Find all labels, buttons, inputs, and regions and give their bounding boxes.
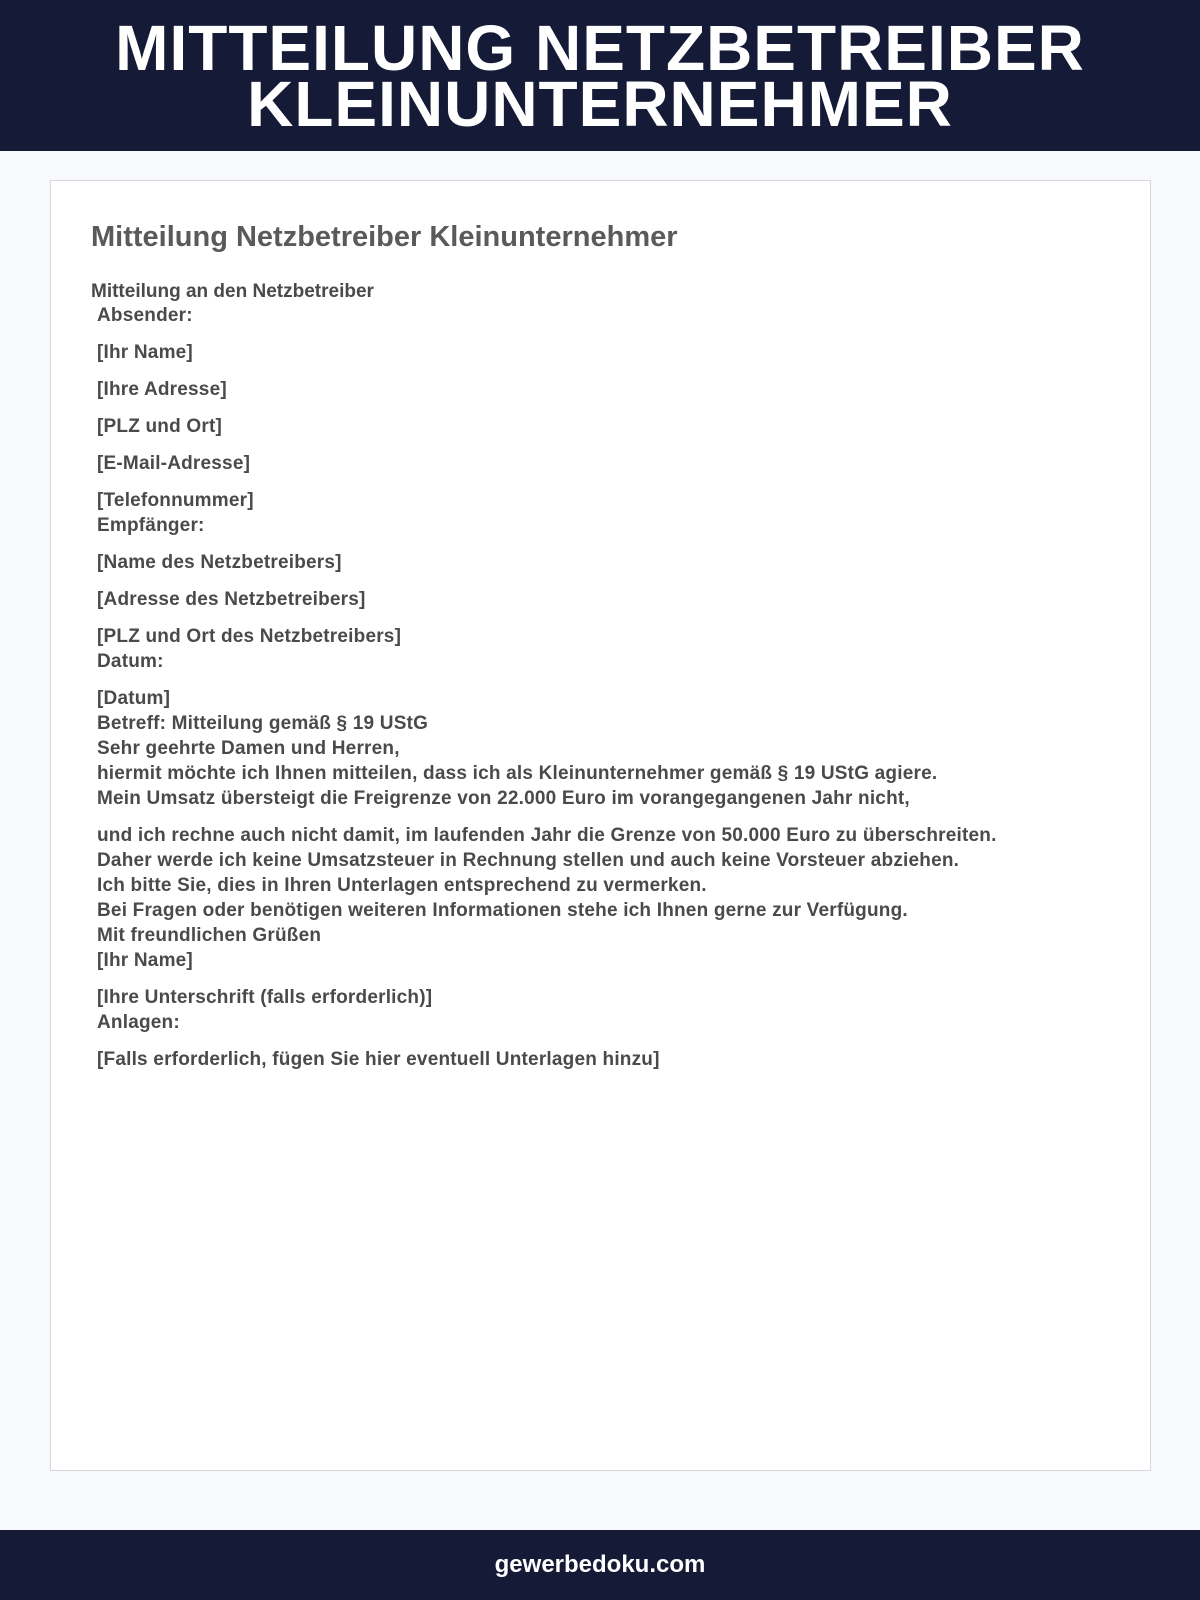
letter-line: [Name des Netzbetreibers] (97, 552, 342, 573)
letter-line: Datum: (97, 651, 164, 672)
letter-line: [Ihr Name] (97, 342, 193, 363)
letter-line: [Ihre Unterschrift (falls erforderlich)] (97, 987, 433, 1008)
banner-title-line-2: KLEINUNTERNEHMER (247, 67, 953, 140)
letter-line: [Ihre Adresse] (97, 379, 227, 400)
header-banner (0, 0, 1200, 151)
letter-line: [Ihr Name] (97, 950, 193, 971)
letter-line: [Telefonnummer] (97, 490, 254, 511)
letter-line: [Falls erforderlich, fügen Sie hier eventuell Unterlagen hinzu] (97, 1049, 660, 1070)
footer-site-name: gewerbedoku.com (494, 1551, 706, 1578)
letter-line: [E-Mail-Adresse] (97, 453, 251, 474)
letter-line: [PLZ und Ort des Netzbetreibers] (97, 626, 402, 647)
letter-line: Absender: (97, 305, 193, 326)
letter-line: hiermit möchte ich Ihnen mitteilen, dass ich als Kleinunternehmer gemäß § 19 UStG agiere. (97, 763, 938, 784)
letter-line: Mit freundlichen Grüßen (97, 925, 322, 946)
footer-bar (0, 1530, 1200, 1600)
letter-line: Anlagen: (97, 1012, 180, 1033)
document-heading: Mitteilung an den Netzbetreiber (91, 281, 374, 302)
banner-title-line-1: MITTEILUNG NETZBETREIBER (115, 11, 1085, 84)
letter-line: Sehr geehrte Damen und Herren, (97, 738, 400, 759)
letter-line: [PLZ und Ort] (97, 416, 223, 437)
document-title: Mitteilung Netzbetreiber Kleinunternehmer (91, 221, 678, 253)
document-card (50, 180, 1151, 1471)
letter-line: Bei Fragen oder benötigen weiteren Informationen stehe ich Ihnen gerne zur Verfügung. (97, 900, 908, 921)
letter-line: Daher werde ich keine Umsatzsteuer in Rechnung stellen und auch keine Vorsteuer abziehen. (97, 850, 960, 871)
letter-line: Ich bitte Sie, dies in Ihren Unterlagen entsprechend zu vermerken. (97, 875, 707, 896)
letter-line: [Datum] (97, 688, 171, 709)
letter-line: Empfänger: (97, 515, 205, 536)
letter-line: [Adresse des Netzbetreibers] (97, 589, 366, 610)
letter-line: und ich rechne auch nicht damit, im laufenden Jahr die Grenze von 50.000 Euro zu überschreiten. (97, 825, 997, 846)
letter-line: Mein Umsatz übersteigt die Freigrenze von 22.000 Euro im vorangegangenen Jahr nicht, (97, 788, 910, 809)
letter-line: Betreff: Mitteilung gemäß § 19 UStG (97, 713, 429, 734)
